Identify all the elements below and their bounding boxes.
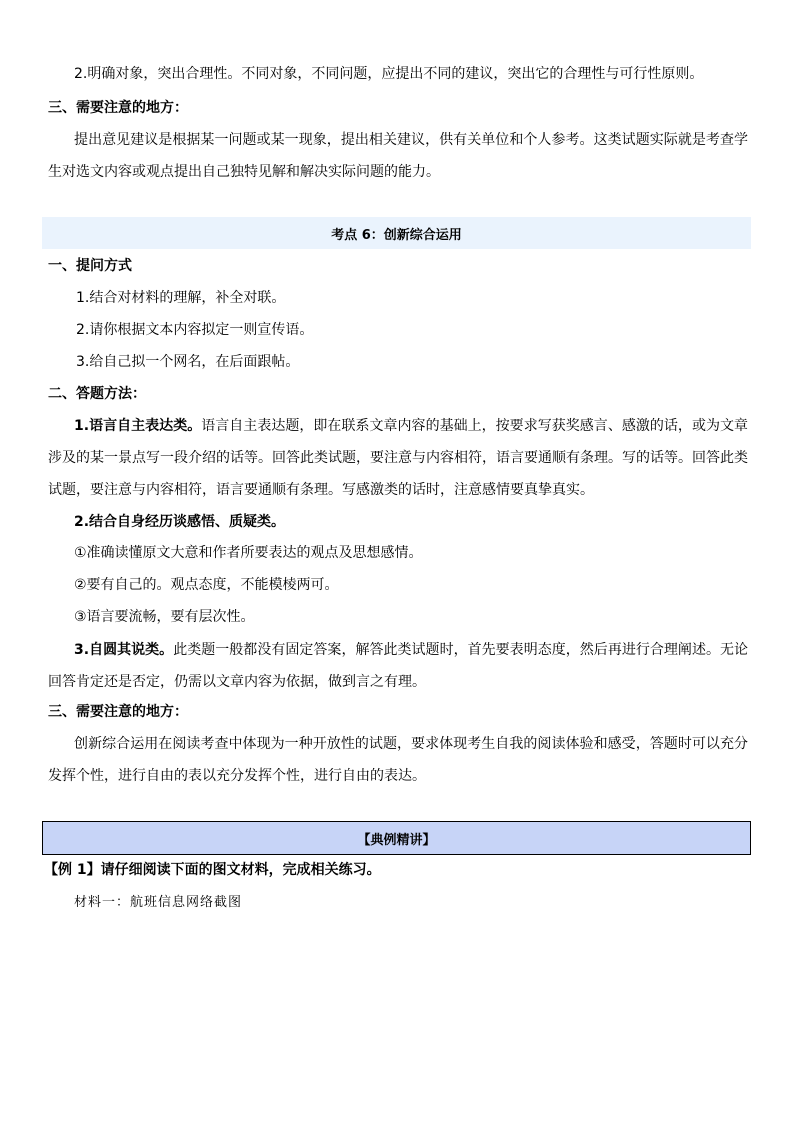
example-title-box <box>42 821 751 855</box>
section-3-text: 提出意见建议是根据某一问题或某一现象，提出相关建议，供有关单位和个人参考。这类试题实际就是考查学生对选文内容或观点提出自己独特见解和解决实际问题的能力。 <box>48 132 748 180</box>
method-3-paragraph <box>48 634 748 698</box>
kaodian-6-section-2-heading: 二、答题方法： <box>48 386 146 402</box>
method-1-title: 1.语言自主表达类。 <box>74 418 202 434</box>
section-3-heading: 三、需要注意的地方： <box>48 100 188 116</box>
kaodian-6-section-3-text: 创新综合运用在阅读考查中体现为一种开放性的试题，要求体现考生自我的阅读体验和感受，答题时可以充分发挥个性，进行自由的表以充分发挥个性，进行自由的表达。 <box>48 736 748 784</box>
kaodian-6-section-1-heading: 一、提问方式 <box>48 258 132 274</box>
item-2: 2.明确对象，突出合理性。不同对象，不同问题，应提出不同的建议，突出它的合理性与可行性原则。 <box>74 66 704 82</box>
question-1: 1.结合对材料的理解，补全对联。 <box>76 290 286 306</box>
question-2: 2.请你根据文本内容拟定一则宣传语。 <box>76 322 314 338</box>
method-2-point-1: ①准确读懂原文大意和作者所要表达的观点及思想感情。 <box>74 545 423 561</box>
material-1-caption: 材料一：航班信息网络截图 <box>74 895 243 910</box>
example-box-title: 【典例精讲】 <box>357 832 436 848</box>
question-3: 3.给自己拟一个网名，在后面跟帖。 <box>76 354 300 370</box>
kaodian-6-title: 考点 6：创新综合运用 <box>331 227 462 243</box>
section-3-paragraph <box>48 124 748 188</box>
method-2-point-2: ②要有自己的。观点态度，不能模棱两可。 <box>74 577 339 593</box>
kaodian-6-title-band <box>42 217 751 249</box>
method-2-point-3: ③语言要流畅，要有层次性。 <box>74 609 255 625</box>
method-3-title: 3.自圆其说类。 <box>74 642 174 658</box>
kaodian-6-section-3-heading: 三、需要注意的地方： <box>48 704 188 720</box>
method-2-title: 2.结合自身经历谈感悟、质疑类。 <box>74 514 286 530</box>
example-1-label: 【例 1】请仔细阅读下面的图文材料，完成相关练习。 <box>44 862 381 878</box>
method-1-paragraph <box>48 410 748 506</box>
method-3-text: 此类题一般都没有固定答案，解答此类试题时，首先要表明态度，然后再进行合理阐述。无论回答肯定还是否定，仍需以文章内容为依据，做到言之有理。 <box>48 642 748 690</box>
kaodian-6-section-3-paragraph <box>48 728 748 792</box>
method-1-text: 语言自主表达题，即在联系文章内容的基础上，按要求写获奖感言、感激的话，或为文章涉及的某一景点写一段介绍的话等。回答此类试题，要注意与内容相符，语言要通顺有条理。写的话等。回答此类试题，要注意与内容相符，语言要通顺有条理。写感激类的话时，注意感情要真挚真实。 <box>48 418 749 498</box>
